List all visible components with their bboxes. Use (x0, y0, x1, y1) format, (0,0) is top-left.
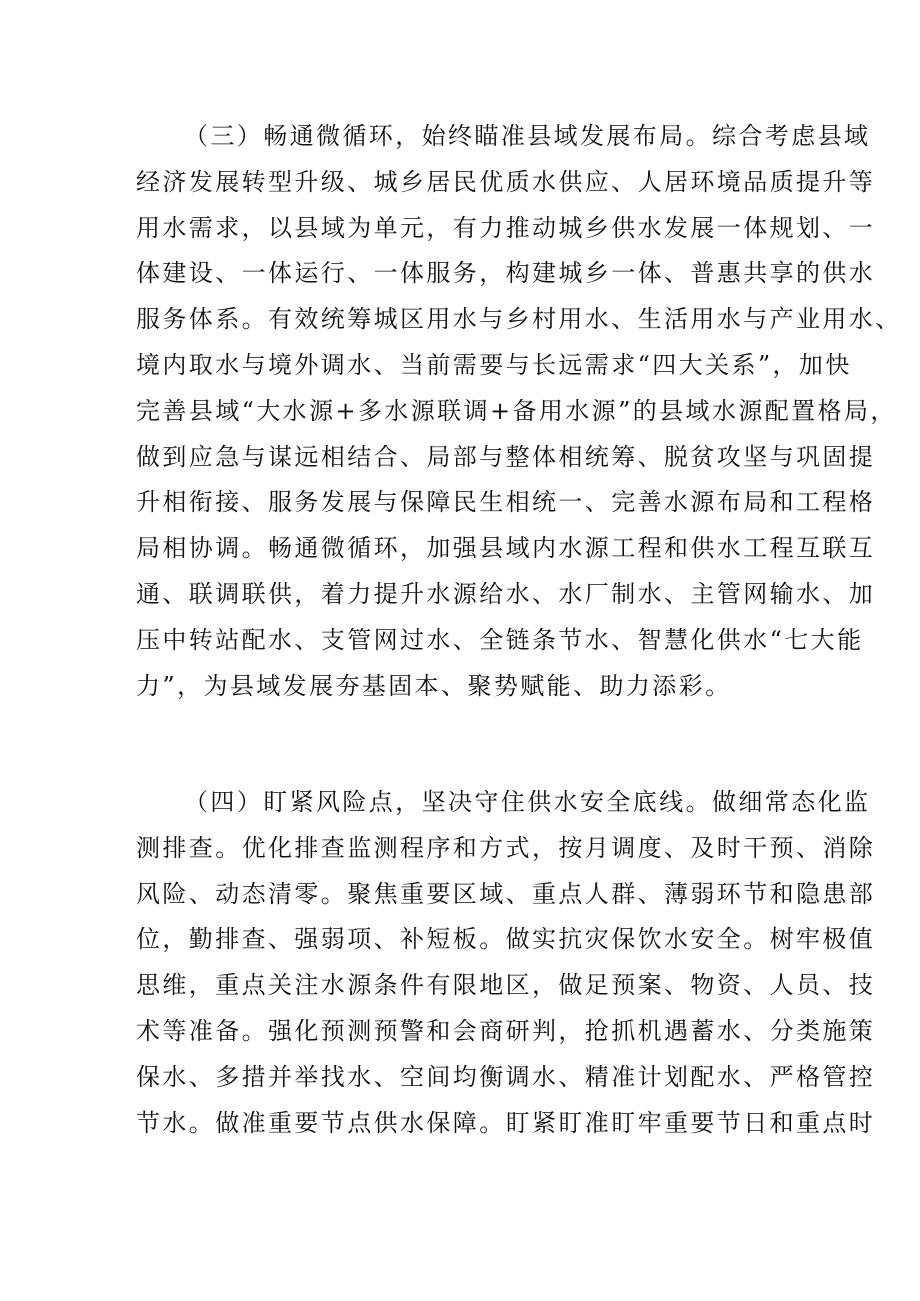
paragraph-line: （四）盯紧风险点，坚决守住供水安全底线。做细常态化监 (184, 788, 871, 816)
paragraph-line: 测排查。优化排查监测程序和方式，按月调度、及时干预、消除 (136, 833, 876, 862)
paragraph-section-three (136, 114, 902, 709)
paragraph-line: 通、联调联供，着力提升水源给水、水厂制水、主管网输水、加 (136, 579, 876, 608)
paragraph-line: 思维，重点关注水源条件有限地区，做足预案、物资、人员、技 (136, 971, 876, 1000)
paragraph-line: 体建设、一体运行、一体服务，构建城乡一体、普惠共享的供水 (136, 259, 876, 288)
paragraph-line: 压中转站配水、支管网过水、全链条节水、智慧化供水“七大能 (136, 625, 864, 654)
paragraph-line: （三）畅通微循环，始终瞄准县域发展布局。综合考虑县域 (184, 122, 871, 150)
paragraph-section-four (136, 780, 876, 1146)
paragraph-line: 经济发展转型升级、城乡居民优质水供应、人居环境品质提升等 (136, 167, 876, 196)
paragraph-line: 力”，为县域发展夯基固本、聚势赋能、助力添彩。 (136, 671, 732, 700)
paragraph-line: 术等准备。强化预测预警和会商研判，抢抓机遇蓄水、分类施策 (136, 1016, 876, 1045)
paragraph-line: 局相协调。畅通微循环，加强县域内水源工程和供水工程互联互 (136, 534, 876, 563)
paragraph-line: 位，勤排查、强弱项、补短板。做实抗灾保饮水安全。树牢极值 (136, 925, 876, 954)
paragraph-line: 风险、动态清零。聚焦重要区域、重点人群、薄弱环节和隐患部 (136, 879, 876, 908)
paragraph-line: 服务体系。有效统筹城区用水与乡村用水、生活用水与产业用水、 (136, 305, 902, 334)
paragraph-line: 做到应急与谋远相结合、局部与整体相统筹、脱贫攻坚与巩固提 (136, 442, 876, 471)
paragraph-line: 保水、多措并举找水、空间均衡调水、精准计划配水、严格管控 (136, 1062, 876, 1091)
paragraph-line: 升相衔接、服务发展与保障民生相统一、完善水源布局和工程格 (136, 488, 876, 517)
paragraph-line: 用水需求，以县域为单元，有力推动城乡供水发展一体规划、一 (136, 213, 876, 242)
paragraph-line: 境内取水与境外调水、当前需要与长远需求“四大关系”，加快 (136, 350, 852, 379)
paragraph-line: 节水。做准重要节点供水保障。盯紧盯准盯牢重要节日和重点时 (136, 1108, 876, 1137)
paragraph-line: 完善县域“大水源+多水源联调+备用水源”的县域水源配置格局， (136, 396, 897, 425)
